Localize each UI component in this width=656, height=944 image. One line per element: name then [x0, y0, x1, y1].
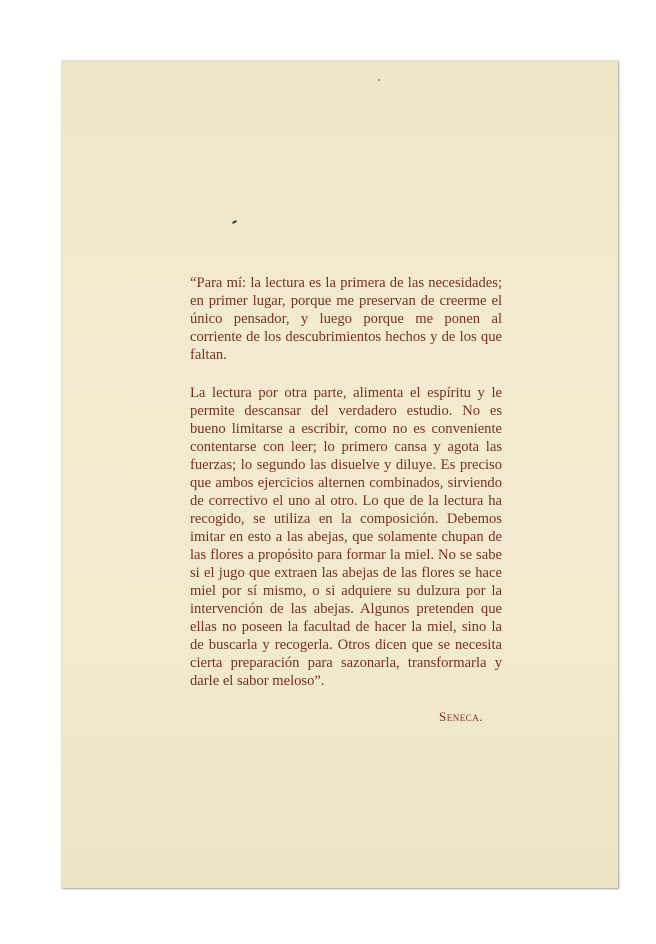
- paper-mark: [232, 220, 237, 224]
- paper-speck: [378, 79, 380, 81]
- quote-paragraph-2: La lectura por otra parte, alimenta el espíritu y le permite descansar del verdadero estudio. No es bueno limitarse a escribir, como no es conveniente contentarse con leer; lo primero cansa y agota las fuerzas; lo segundo las disuelve y diluye. Es preciso que ambos ejercicios alternen combinados, sirviendo de correctivo el uno al otro. Lo que de la lectura ha recogido, se utiliza en la composición. Debemos imitar en esto a las abejas, que solamente chupan de las flores a propósito para formar la miel. No se sabe si el jugo que extraen las abejas de las flores se hace miel por sí mismo, o si adquiere su dulzura por la intervención de las abejas. Algunos pretenden que ellas no poseen la facultad de hacer la miel, sino la de buscarla y recogerla. Otros dicen que se necesita cierta preparación para sazonarla, transformarla y darle el sabor meloso”.: [190, 385, 502, 689]
- quote-paragraph-1: “Para mí: la lectura es la primera de las necesidades; en primer lugar, porque me preservan de creerme el único pensador, y luego porque me ponen al corriente de los descubrimientos hechos y de los que faltan.: [190, 275, 502, 363]
- seneca-quote: [190, 274, 502, 690]
- book-back-cover: [62, 61, 618, 888]
- quote-author: Seneca.: [439, 709, 483, 724]
